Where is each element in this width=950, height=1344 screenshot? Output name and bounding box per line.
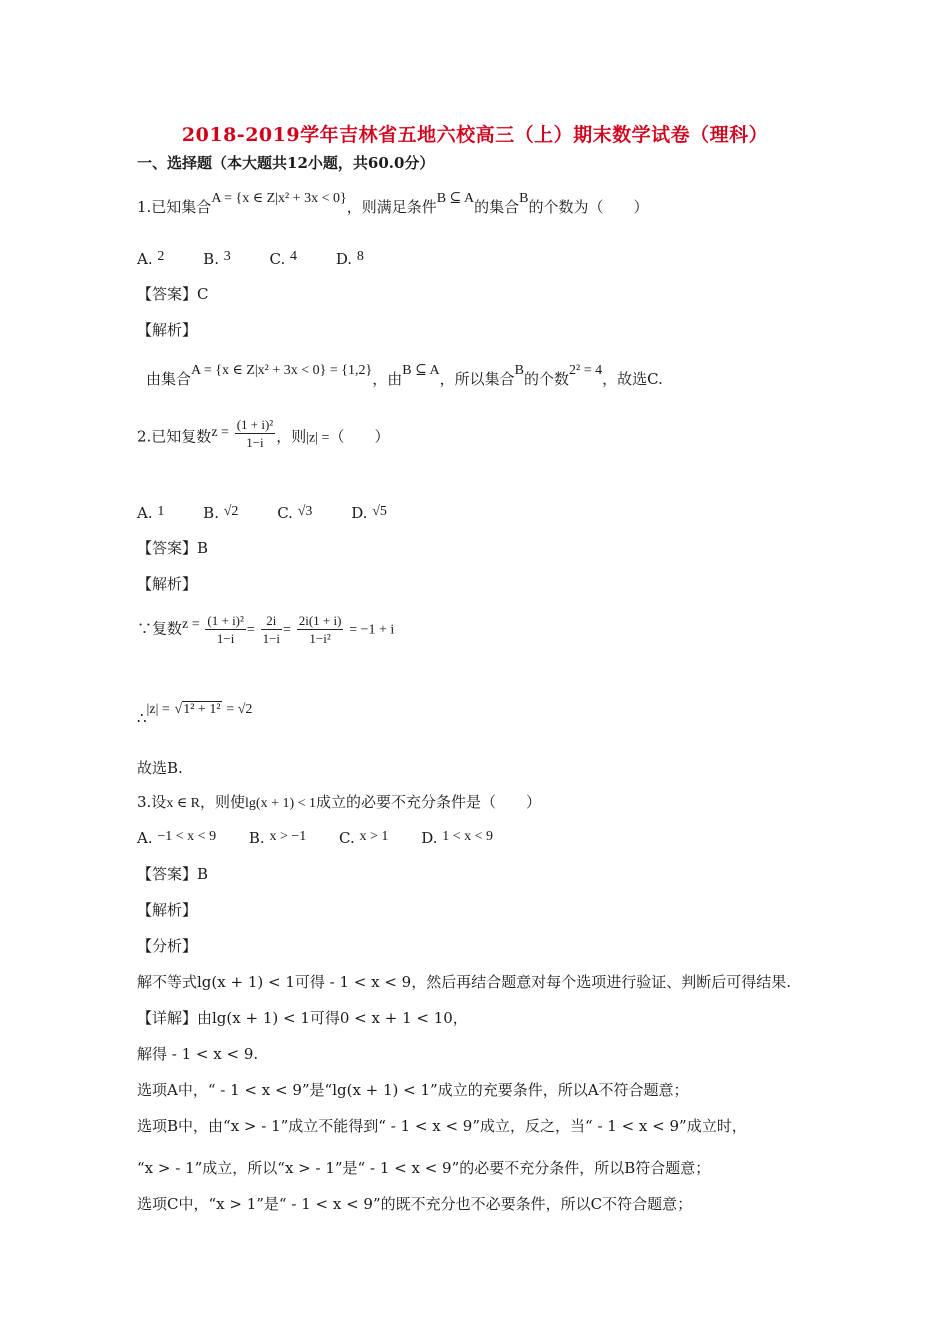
q3-answer: 【答案】B [137,865,209,883]
q1-mid2: 的集合 [474,198,520,216]
q3-option-c: x > 1 [359,829,389,844]
q1-mid: ，则满足条件 [346,198,437,216]
q3-fenxi-label: 【分析】 [137,937,198,955]
q2-stem: 2.已知复数z = $\frac{\text{(1 + i)²}}{1-i}$ ，则|z| =（ ） [137,417,390,450]
q3-solve: 解得 - 1 < x < 9. [137,1045,259,1063]
q1-option-d: 8 [356,249,364,264]
q1-stem [137,191,649,220]
q1-set-b: B [519,191,529,206]
q2-option-b: √2 [223,504,239,519]
q2-answer: 【答案】B [137,539,209,557]
q3-options: A. −1 < x < 9 B. x > −1 C. x > 1 D. 1 < x < 9 [137,829,494,847]
q1-option-a: 2 [157,249,165,264]
q3-option-b-analysis-2: “x > - 1”成立，所以“x > - 1”是“ - 1 < x < 9”的必要不充分条件，所以B符合题意； [137,1159,711,1177]
section-heading: 一、选择题（本大题共12小题，共60.0分） [137,154,435,172]
q1-option-b: 3 [223,249,231,264]
q2-solution-line1: ∵复数z = $\frac{\text{(1 + i)²}}{1-i}$ = $\frac{2i}{1-i}$ = $\frac{2i(1 + i)}{\text{1−i²}}$ = −1 + i [137,613,395,646]
q3-option-b: x > −1 [269,829,307,844]
document-title: 2018-2019学年吉林省五地六校高三（上）期末数学试卷（理科） [181,124,769,146]
q3-option-d: 1 < x < 9 [442,829,494,844]
q3-option-a: −1 < x < 9 [157,829,217,844]
q3-fenxi-text: 解不等式lg(x + 1) < 1可得 - 1 < x < 9，然后再结合题意对每个选项进行验证、判断后可得结果. [137,973,791,991]
q1-solution: 由集合A = {x ∈ Z|x² + 3x < 0} = {1,2}，由B ⊆ A，所以集合B的个数2² = 4，故选C. [146,363,663,388]
q2-option-c: √3 [297,504,313,519]
q2-option-a: 1 [157,504,165,519]
q1-set-a: A = {x ∈ Z|x² + 3x < 0} [211,191,347,206]
q1-condition: B ⊆ A [436,191,475,206]
q3-option-b-analysis-1: 选项B中，由“x > - 1”成立不能得到“ - 1 < x < 9”成立，反之，当“ - 1 < x < 9”成立时， [137,1117,747,1135]
q1-options: A. 2 B. 3 C. 4 D. 8 [137,249,364,268]
q3-analysis-label: 【解析】 [137,901,198,919]
q1-answer: 【答案】C [137,285,209,303]
q1-option-c: 4 [290,249,298,264]
q2-option-d: √5 [372,504,387,519]
q3-option-a-analysis: 选项A中，“ - 1 < x < 9”是“lg(x + 1) < 1”成立的充要条件，所以A不符合题意； [137,1081,689,1099]
q1-suffix: 的个数为（ ） [528,198,649,216]
q2-options: A. 1 B. √2 C. √3 D. √5 [137,504,387,522]
q3-stem: 3.设x ∈ R，则使lg(x + 1) < 1成立的必要不充分条件是（ ） [137,793,542,811]
q1-analysis-label: 【解析】 [137,321,198,339]
q2-solution-line2: ∴|z| = √1² + 1² = √2 [137,702,253,727]
q2-conclusion: 故选B. [137,759,183,777]
q1-prefix: 1.已知集合 [137,198,212,216]
q3-detail: 【详解】由lg(x + 1) < 1可得0 < x + 1 < 10， [137,1009,468,1027]
q2-analysis-label: 【解析】 [137,575,198,593]
q3-option-c-analysis: 选项C中，“x > 1”是“ - 1 < x < 9”的既不充分也不必要条件，所以C不符合题意； [137,1195,693,1213]
